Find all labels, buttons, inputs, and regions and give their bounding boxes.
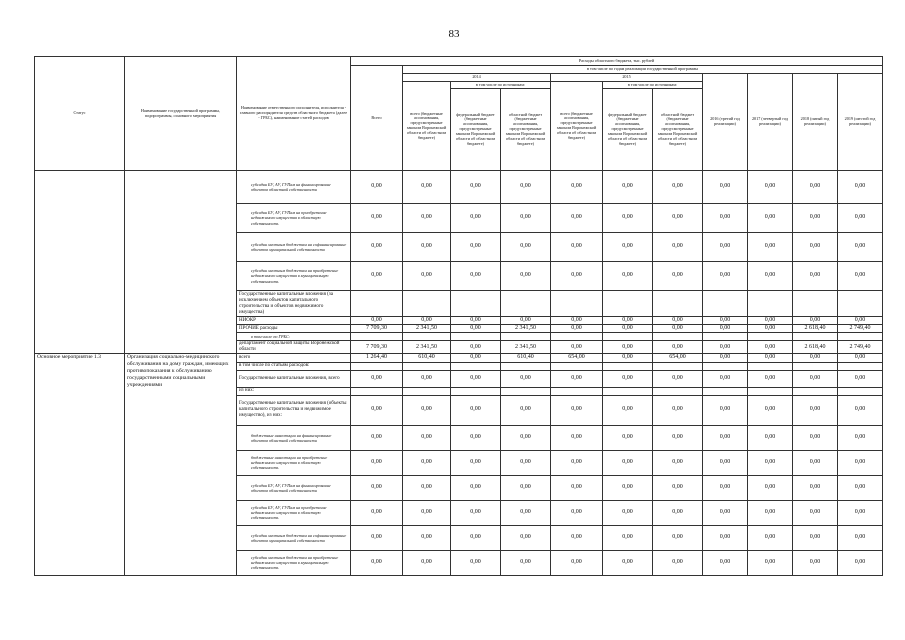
value-cell: 0,00 [748, 171, 793, 204]
value-cell: 0,00 [351, 475, 403, 500]
budget-table [34, 56, 883, 576]
value-cell: 0,00 [351, 262, 403, 291]
value-cell: 0,00 [653, 262, 703, 291]
value-cell: 654,00 [653, 354, 703, 362]
value-cell [838, 362, 883, 370]
value-cell: 2 341,50 [403, 325, 451, 333]
value-cell: 0,00 [451, 341, 501, 354]
value-cell: 0,00 [748, 370, 793, 387]
value-cell: 0,00 [793, 450, 838, 475]
value-cell: 0,00 [748, 500, 793, 525]
value-cell: 0,00 [501, 475, 551, 500]
value-cell: 0,00 [603, 341, 653, 354]
value-cell [653, 291, 703, 317]
value-cell [748, 291, 793, 317]
value-cell: 0,00 [451, 171, 501, 204]
value-cell: 0,00 [451, 233, 501, 262]
value-cell [703, 387, 748, 395]
value-cell: 0,00 [603, 550, 653, 575]
value-cell: 0,00 [603, 425, 653, 450]
value-cell: 0,00 [653, 341, 703, 354]
row-label: в том числе по статьям расходов: [237, 362, 351, 370]
value-cell [551, 291, 603, 317]
value-cell: 0,00 [451, 525, 501, 550]
header-2014-fed: федеральный бюджет (бюджетные ассигнования, предусмотренные законом Воронежской области об областном бюджете) [451, 89, 501, 171]
value-cell: 0,00 [403, 171, 451, 204]
value-cell: 0,00 [351, 171, 403, 204]
value-cell: 0,00 [748, 204, 793, 233]
row-label: ПРОЧИЕ расходы [237, 325, 351, 333]
value-cell: 0,00 [501, 525, 551, 550]
value-cell [838, 387, 883, 395]
value-cell [703, 362, 748, 370]
value-cell: 0,00 [351, 500, 403, 525]
value-cell [748, 333, 793, 341]
value-cell [703, 291, 748, 317]
value-cell: 0,00 [551, 341, 603, 354]
value-cell: 610,40 [501, 354, 551, 362]
value-cell: 0,00 [793, 500, 838, 525]
value-cell: 0,00 [551, 317, 603, 325]
row-label: субсидии БУ, АУ, ГУПам на приобретение недвижимого имущества в областную собственность [237, 204, 351, 233]
value-cell: 0,00 [703, 317, 748, 325]
value-cell: 0,00 [551, 325, 603, 333]
page-number: 83 [448, 28, 460, 40]
value-cell [551, 333, 603, 341]
value-cell: 0,00 [351, 204, 403, 233]
value-cell: 0,00 [838, 370, 883, 387]
header-2015-fed: федеральный бюджет (бюджетные ассигнования, предусмотренные законом Воронежской области об областном бюджете) [603, 89, 653, 171]
value-cell: 0,00 [451, 204, 501, 233]
value-cell: 0,00 [603, 475, 653, 500]
value-cell: 0,00 [793, 370, 838, 387]
value-cell: 0,00 [403, 262, 451, 291]
value-cell [748, 362, 793, 370]
value-cell: 0,00 [603, 525, 653, 550]
value-cell: 0,00 [351, 317, 403, 325]
value-cell: 0,00 [451, 475, 501, 500]
value-cell: 0,00 [748, 395, 793, 425]
value-cell: 0,00 [838, 525, 883, 550]
value-cell: 0,00 [451, 500, 501, 525]
value-cell: 0,00 [703, 550, 748, 575]
header-2014-obl: областной бюджет (бюджетные ассигнования, предусмотренные законом Воронежской области об областном бюджете) [501, 89, 551, 171]
value-cell: 0,00 [748, 425, 793, 450]
value-cell: 0,00 [451, 325, 501, 333]
header-2014-incl: в том числе по источникам: [451, 82, 551, 89]
value-cell [403, 387, 451, 395]
value-cell: 2 749,40 [838, 325, 883, 333]
program-cell-blank [125, 171, 237, 354]
value-cell: 0,00 [451, 262, 501, 291]
table-row [35, 171, 883, 204]
header-2015-obl: областной бюджет (бюджетные ассигнования, предусмотренные законом Воронежской области об областном бюджете) [653, 89, 703, 171]
value-cell: 0,00 [501, 550, 551, 575]
value-cell [603, 333, 653, 341]
value-cell [603, 387, 653, 395]
row-label: субсидии БУ, АУ, ГУПам на финансирование объектов областной собственности [237, 171, 351, 204]
value-cell: 0,00 [351, 525, 403, 550]
value-cell [793, 291, 838, 317]
row-label: департамент социальной защиты Воронежской области [237, 341, 351, 354]
value-cell [501, 362, 551, 370]
value-cell: 0,00 [403, 550, 451, 575]
value-cell: 0,00 [653, 317, 703, 325]
value-cell: 0,00 [603, 450, 653, 475]
value-cell: 0,00 [653, 425, 703, 450]
header-2015-incl: в том числе по источникам: [603, 82, 703, 89]
value-cell: 0,00 [403, 204, 451, 233]
value-cell [793, 333, 838, 341]
value-cell: 0,00 [653, 171, 703, 204]
header-2018: 2018 (пятый год реализации) [793, 74, 838, 171]
value-cell [603, 362, 653, 370]
value-cell: 0,00 [351, 370, 403, 387]
value-cell: 0,00 [451, 354, 501, 362]
value-cell: 0,00 [838, 450, 883, 475]
header-year-2015: 2015 [551, 74, 703, 82]
value-cell: 0,00 [603, 395, 653, 425]
row-label: из них: [237, 387, 351, 395]
header-2017: 2017 (четвертый год реализации) [748, 74, 793, 171]
row-label: субсидии БУ, АУ, ГУПам на финансирование объектов областной собственности [237, 475, 351, 500]
header-2015-all: всего (бюджетные ассигнования, предусмотренные законом Воронежской области об областном бюджете) [551, 82, 603, 171]
value-cell [551, 387, 603, 395]
value-cell: 0,00 [703, 475, 748, 500]
value-cell: 0,00 [703, 325, 748, 333]
value-cell: 0,00 [501, 425, 551, 450]
value-cell: 0,00 [603, 233, 653, 262]
value-cell: 0,00 [403, 370, 451, 387]
value-cell: 0,00 [838, 475, 883, 500]
value-cell: 0,00 [603, 262, 653, 291]
value-cell: 0,00 [603, 204, 653, 233]
value-cell [501, 387, 551, 395]
value-cell: 7 709,30 [351, 341, 403, 354]
row-label: бюджетные инвестиции на финансирование объектов областной собственности [237, 425, 351, 450]
value-cell: 2 341,50 [501, 325, 551, 333]
value-cell [748, 387, 793, 395]
value-cell: 0,00 [603, 370, 653, 387]
value-cell: 0,00 [793, 550, 838, 575]
status-cell-blank [35, 171, 125, 354]
value-cell [351, 333, 403, 341]
value-cell: 0,00 [748, 325, 793, 333]
value-cell: 0,00 [793, 395, 838, 425]
value-cell: 0,00 [793, 171, 838, 204]
value-cell: 0,00 [653, 450, 703, 475]
value-cell: 0,00 [351, 233, 403, 262]
value-cell [653, 362, 703, 370]
value-cell: 0,00 [703, 171, 748, 204]
row-label: субсидии местным бюджетам на софинансирование объектов муниципальной собственности [237, 525, 351, 550]
value-cell: 0,00 [703, 233, 748, 262]
value-cell: 0,00 [748, 341, 793, 354]
value-cell: 0,00 [703, 525, 748, 550]
row-label: субсидии местным бюджетам на приобретение недвижимого имущества в муниципальную собственность [237, 550, 351, 575]
row-label: Государственные капитальные вложения, всего [237, 370, 351, 387]
value-cell [403, 333, 451, 341]
value-cell: 0,00 [501, 317, 551, 325]
value-cell: 0,00 [451, 550, 501, 575]
value-cell: 0,00 [551, 550, 603, 575]
value-cell: 0,00 [838, 171, 883, 204]
value-cell: 0,00 [501, 204, 551, 233]
value-cell: 0,00 [838, 500, 883, 525]
value-cell: 0,00 [501, 395, 551, 425]
value-cell: 0,00 [403, 425, 451, 450]
table-row [35, 354, 883, 362]
value-cell [403, 362, 451, 370]
value-cell [351, 362, 403, 370]
value-cell: 0,00 [451, 425, 501, 450]
row-label: субсидии местным бюджетам на приобретение недвижимого имущества в муниципальную собственность [237, 262, 351, 291]
value-cell: 0,00 [501, 370, 551, 387]
value-cell: 0,00 [838, 354, 883, 362]
value-cell: 0,00 [551, 425, 603, 450]
value-cell [351, 387, 403, 395]
value-cell [793, 387, 838, 395]
value-cell: 610,40 [403, 354, 451, 362]
value-cell: 0,00 [748, 354, 793, 362]
value-cell: 0,00 [653, 525, 703, 550]
value-cell: 0,00 [838, 395, 883, 425]
value-cell: 0,00 [603, 171, 653, 204]
value-cell: 2 341,50 [501, 341, 551, 354]
value-cell: 0,00 [793, 204, 838, 233]
value-cell: 0,00 [838, 550, 883, 575]
value-cell: 0,00 [551, 450, 603, 475]
value-cell: 0,00 [603, 317, 653, 325]
value-cell: 0,00 [793, 425, 838, 450]
value-cell: 0,00 [551, 395, 603, 425]
value-cell: 0,00 [793, 262, 838, 291]
row-label: субсидии БУ, АУ, ГУПам на приобретение недвижимого имущества в областную собственность [237, 500, 351, 525]
value-cell [838, 333, 883, 341]
value-cell: 0,00 [838, 233, 883, 262]
value-cell: 0,00 [703, 425, 748, 450]
value-cell: 0,00 [653, 475, 703, 500]
value-cell [451, 387, 501, 395]
value-cell [653, 387, 703, 395]
value-cell [551, 362, 603, 370]
value-cell: 0,00 [793, 317, 838, 325]
value-cell: 0,00 [501, 233, 551, 262]
header-2016: 2016 (третий год реализации) [703, 74, 748, 171]
value-cell: 0,00 [793, 475, 838, 500]
value-cell: 7 709,30 [351, 325, 403, 333]
value-cell: 0,00 [703, 341, 748, 354]
value-cell: 0,00 [653, 395, 703, 425]
value-cell: 0,00 [748, 317, 793, 325]
value-cell [351, 291, 403, 317]
value-cell: 0,00 [838, 262, 883, 291]
value-cell: 0,00 [653, 500, 703, 525]
value-cell [703, 333, 748, 341]
value-cell: 2 341,50 [403, 341, 451, 354]
value-cell: 654,00 [551, 354, 603, 362]
header-total: Всего [351, 66, 403, 171]
value-cell: 0,00 [748, 450, 793, 475]
row-label: всего [237, 354, 351, 362]
header-program: Наименование государственной программы, подпрограммы, основного мероприятия [125, 57, 237, 171]
value-cell: 0,00 [603, 500, 653, 525]
value-cell: 0,00 [551, 171, 603, 204]
row-label: в том числе по ГРБС: [237, 333, 351, 341]
header-2019: 2019 (шестой год реализации) [838, 74, 883, 171]
value-cell: 0,00 [653, 325, 703, 333]
row-label: субсидии местным бюджетам на софинансирование объектов муниципальной собственности [237, 233, 351, 262]
value-cell [451, 291, 501, 317]
value-cell: 0,00 [748, 233, 793, 262]
header-executor: Наименование ответственного исполнителя, исполнителя - главного распорядителя средств областного бюджета (далее - ГРБС), наименование статей расходов [237, 57, 351, 171]
value-cell: 0,00 [793, 354, 838, 362]
header-status: Статус [35, 57, 125, 171]
value-cell: 0,00 [703, 450, 748, 475]
value-cell: 0,00 [351, 425, 403, 450]
value-cell: 0,00 [451, 395, 501, 425]
value-cell: 0,00 [703, 354, 748, 362]
row-label: Государственные капитальные вложения (за исключением объектов капитального строительства и объектов недвижимого имущества) [237, 291, 351, 317]
row-label: бюджетные инвестиции на приобретение недвижимого имущества в областную собственность [237, 450, 351, 475]
value-cell: 0,00 [551, 370, 603, 387]
value-cell: 0,00 [501, 450, 551, 475]
value-cell: 0,00 [703, 395, 748, 425]
event-status: Основное мероприятие 1.3 [35, 354, 125, 575]
header-expenses-title: Расходы областного бюджета, тыс. рублей [351, 57, 883, 66]
value-cell: 0,00 [351, 395, 403, 425]
value-cell: 0,00 [653, 204, 703, 233]
value-cell [451, 333, 501, 341]
event-name: Организация социально-медицинского обслуживания на дому граждан, имеющих противопоказания к обслуживанию государственными социальными учреждениями [125, 354, 237, 575]
value-cell: 0,00 [551, 204, 603, 233]
value-cell: 0,00 [603, 354, 653, 362]
value-cell: 0,00 [551, 475, 603, 500]
value-cell: 0,00 [451, 450, 501, 475]
value-cell: 0,00 [403, 317, 451, 325]
value-cell [501, 333, 551, 341]
value-cell: 0,00 [748, 525, 793, 550]
value-cell: 0,00 [501, 500, 551, 525]
value-cell: 0,00 [351, 450, 403, 475]
value-cell: 0,00 [351, 550, 403, 575]
value-cell: 2 749,40 [838, 341, 883, 354]
value-cell [403, 291, 451, 317]
value-cell [501, 291, 551, 317]
value-cell: 0,00 [501, 262, 551, 291]
value-cell: 0,00 [403, 500, 451, 525]
value-cell: 0,00 [793, 233, 838, 262]
value-cell: 0,00 [838, 317, 883, 325]
value-cell: 0,00 [403, 450, 451, 475]
value-cell: 0,00 [501, 171, 551, 204]
value-cell: 0,00 [653, 550, 703, 575]
value-cell: 0,00 [551, 262, 603, 291]
value-cell: 0,00 [703, 204, 748, 233]
value-cell: 0,00 [403, 233, 451, 262]
value-cell: 0,00 [403, 395, 451, 425]
value-cell: 0,00 [703, 370, 748, 387]
value-cell: 0,00 [748, 262, 793, 291]
value-cell: 0,00 [838, 425, 883, 450]
value-cell: 0,00 [748, 475, 793, 500]
value-cell [603, 291, 653, 317]
value-cell: 0,00 [703, 262, 748, 291]
value-cell [653, 333, 703, 341]
header-year-2014: 2014 [403, 74, 551, 82]
value-cell: 0,00 [748, 550, 793, 575]
value-cell: 0,00 [551, 500, 603, 525]
value-cell: 0,00 [603, 325, 653, 333]
value-cell: 0,00 [703, 500, 748, 525]
row-label: Государственные капитальные вложения (объекты капитального строительства и недвижимое имущество), из них: [237, 395, 351, 425]
value-cell: 0,00 [451, 370, 501, 387]
value-cell: 0,00 [403, 525, 451, 550]
row-label: НИОКР [237, 317, 351, 325]
value-cell: 0,00 [403, 475, 451, 500]
value-cell: 0,00 [451, 317, 501, 325]
value-cell [838, 291, 883, 317]
value-cell: 0,00 [551, 525, 603, 550]
value-cell: 0,00 [838, 204, 883, 233]
value-cell: 2 618,40 [793, 325, 838, 333]
value-cell: 1 264,40 [351, 354, 403, 362]
header-2014-all: всего (бюджетные ассигнования, предусмотренные законом Воронежской области об областном бюджете) [403, 82, 451, 171]
value-cell: 0,00 [653, 370, 703, 387]
value-cell: 0,00 [653, 233, 703, 262]
value-cell [793, 362, 838, 370]
value-cell: 0,00 [793, 525, 838, 550]
header-by-year: в том числе по годам реализации государственной программы [403, 66, 883, 74]
value-cell [451, 362, 501, 370]
value-cell: 2 618,40 [793, 341, 838, 354]
value-cell: 0,00 [551, 233, 603, 262]
